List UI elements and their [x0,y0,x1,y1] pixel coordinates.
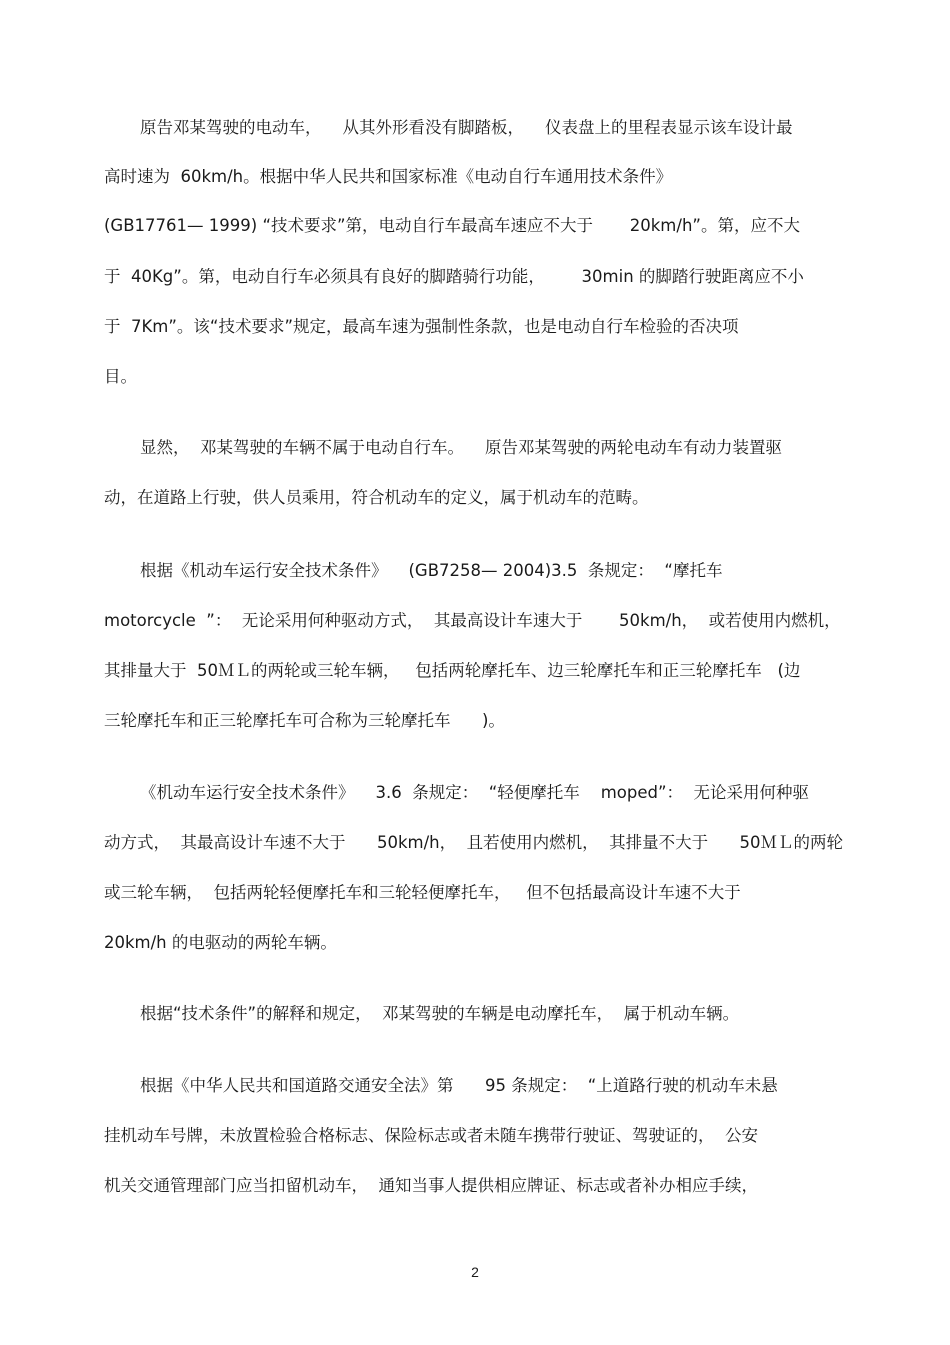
text-line: 目。 [104,367,137,386]
text-line: 或三轮车辆， 包括两轮轻便摩托车和三轮轻便摩托车， 但不包括最高设计车速不大于 [104,883,741,902]
text-line: 《机动车运行安全技术条件》 3.6 条规定： “轻便摩托车 moped”： 无论采用何种驱 [140,783,810,802]
text-line: 根据《中华人民共和国道路交通安全法》第 95 条规定： “上道路行驶的机动车未悬 [140,1076,778,1095]
text-line: 根据“技术条件”的解释和规定， 邓某驾驶的车辆是电动摩托车， 属于机动车辆。 [140,1004,740,1023]
text-line: 动方式， 其最高设计车速不大于 50km/h， 且若使用内燃机， 其排量不大于 50ＭＬ的两轮 [104,833,844,852]
text-line: 根据《机动车运行安全技术条件》 (GB7258— 2004)3.5 条规定： “摩托车 [140,561,723,580]
text-line: 于 7Km”。该“技术要求”规定，最高车速为强制性条款，也是电动自行车检验的否决项 [104,317,739,336]
text-line: 原告邓某驾驶的电动车， 从其外形看没有脚踏板， 仪表盘上的里程表显示该车设计最 [140,118,793,137]
text-line: (GB17761— 1999) “技术要求”第，电动自行车最高车速应不大于 20km/h”。第，应不大 [104,216,800,235]
text-line: 动，在道路上行驶，供人员乘用，符合机动车的定义，属于机动车的范畴。 [104,488,649,507]
text-line: 机关交通管理部门应当扣留机动车， 通知当事人提供相应牌证、标志或者补办相应手续， [104,1176,758,1195]
text-line: 显然， 邓某驾驶的车辆不属于电动自行车。 原告邓某驾驶的两轮电动车有动力装置驱 [140,438,782,457]
text-line: 20km/h 的电驱动的两轮车辆。 [104,933,337,952]
text-line: 三轮摩托车和正三轮摩托车可合称为三轮摩托车 )。 [104,711,505,730]
text-line: 于 40Kg”。第，电动自行车必须具有良好的脚踏骑行功能， 30min 的脚踏行驶距离应不小 [104,267,804,286]
text-line: 其排量大于 50ＭＬ的两轮或三轮车辆， 包括两轮摩托车、边三轮摩托车和正三轮摩托车 (边 [104,661,801,680]
text-line: 高时速为 60km/h。根据中华人民共和国家标准《电动自行车通用技术条件》 [104,167,673,186]
page-number: 2 [471,1264,479,1280]
text-line: 挂机动车号牌，未放置检验合格标志、保险标志或者未随车携带行驶证、驾驶证的， 公安 [104,1126,758,1145]
text-line: motorcycle ”： 无论采用何种驱动方式， 其最高设计车速大于 50km/h， 或若使用内燃机， [104,611,841,630]
